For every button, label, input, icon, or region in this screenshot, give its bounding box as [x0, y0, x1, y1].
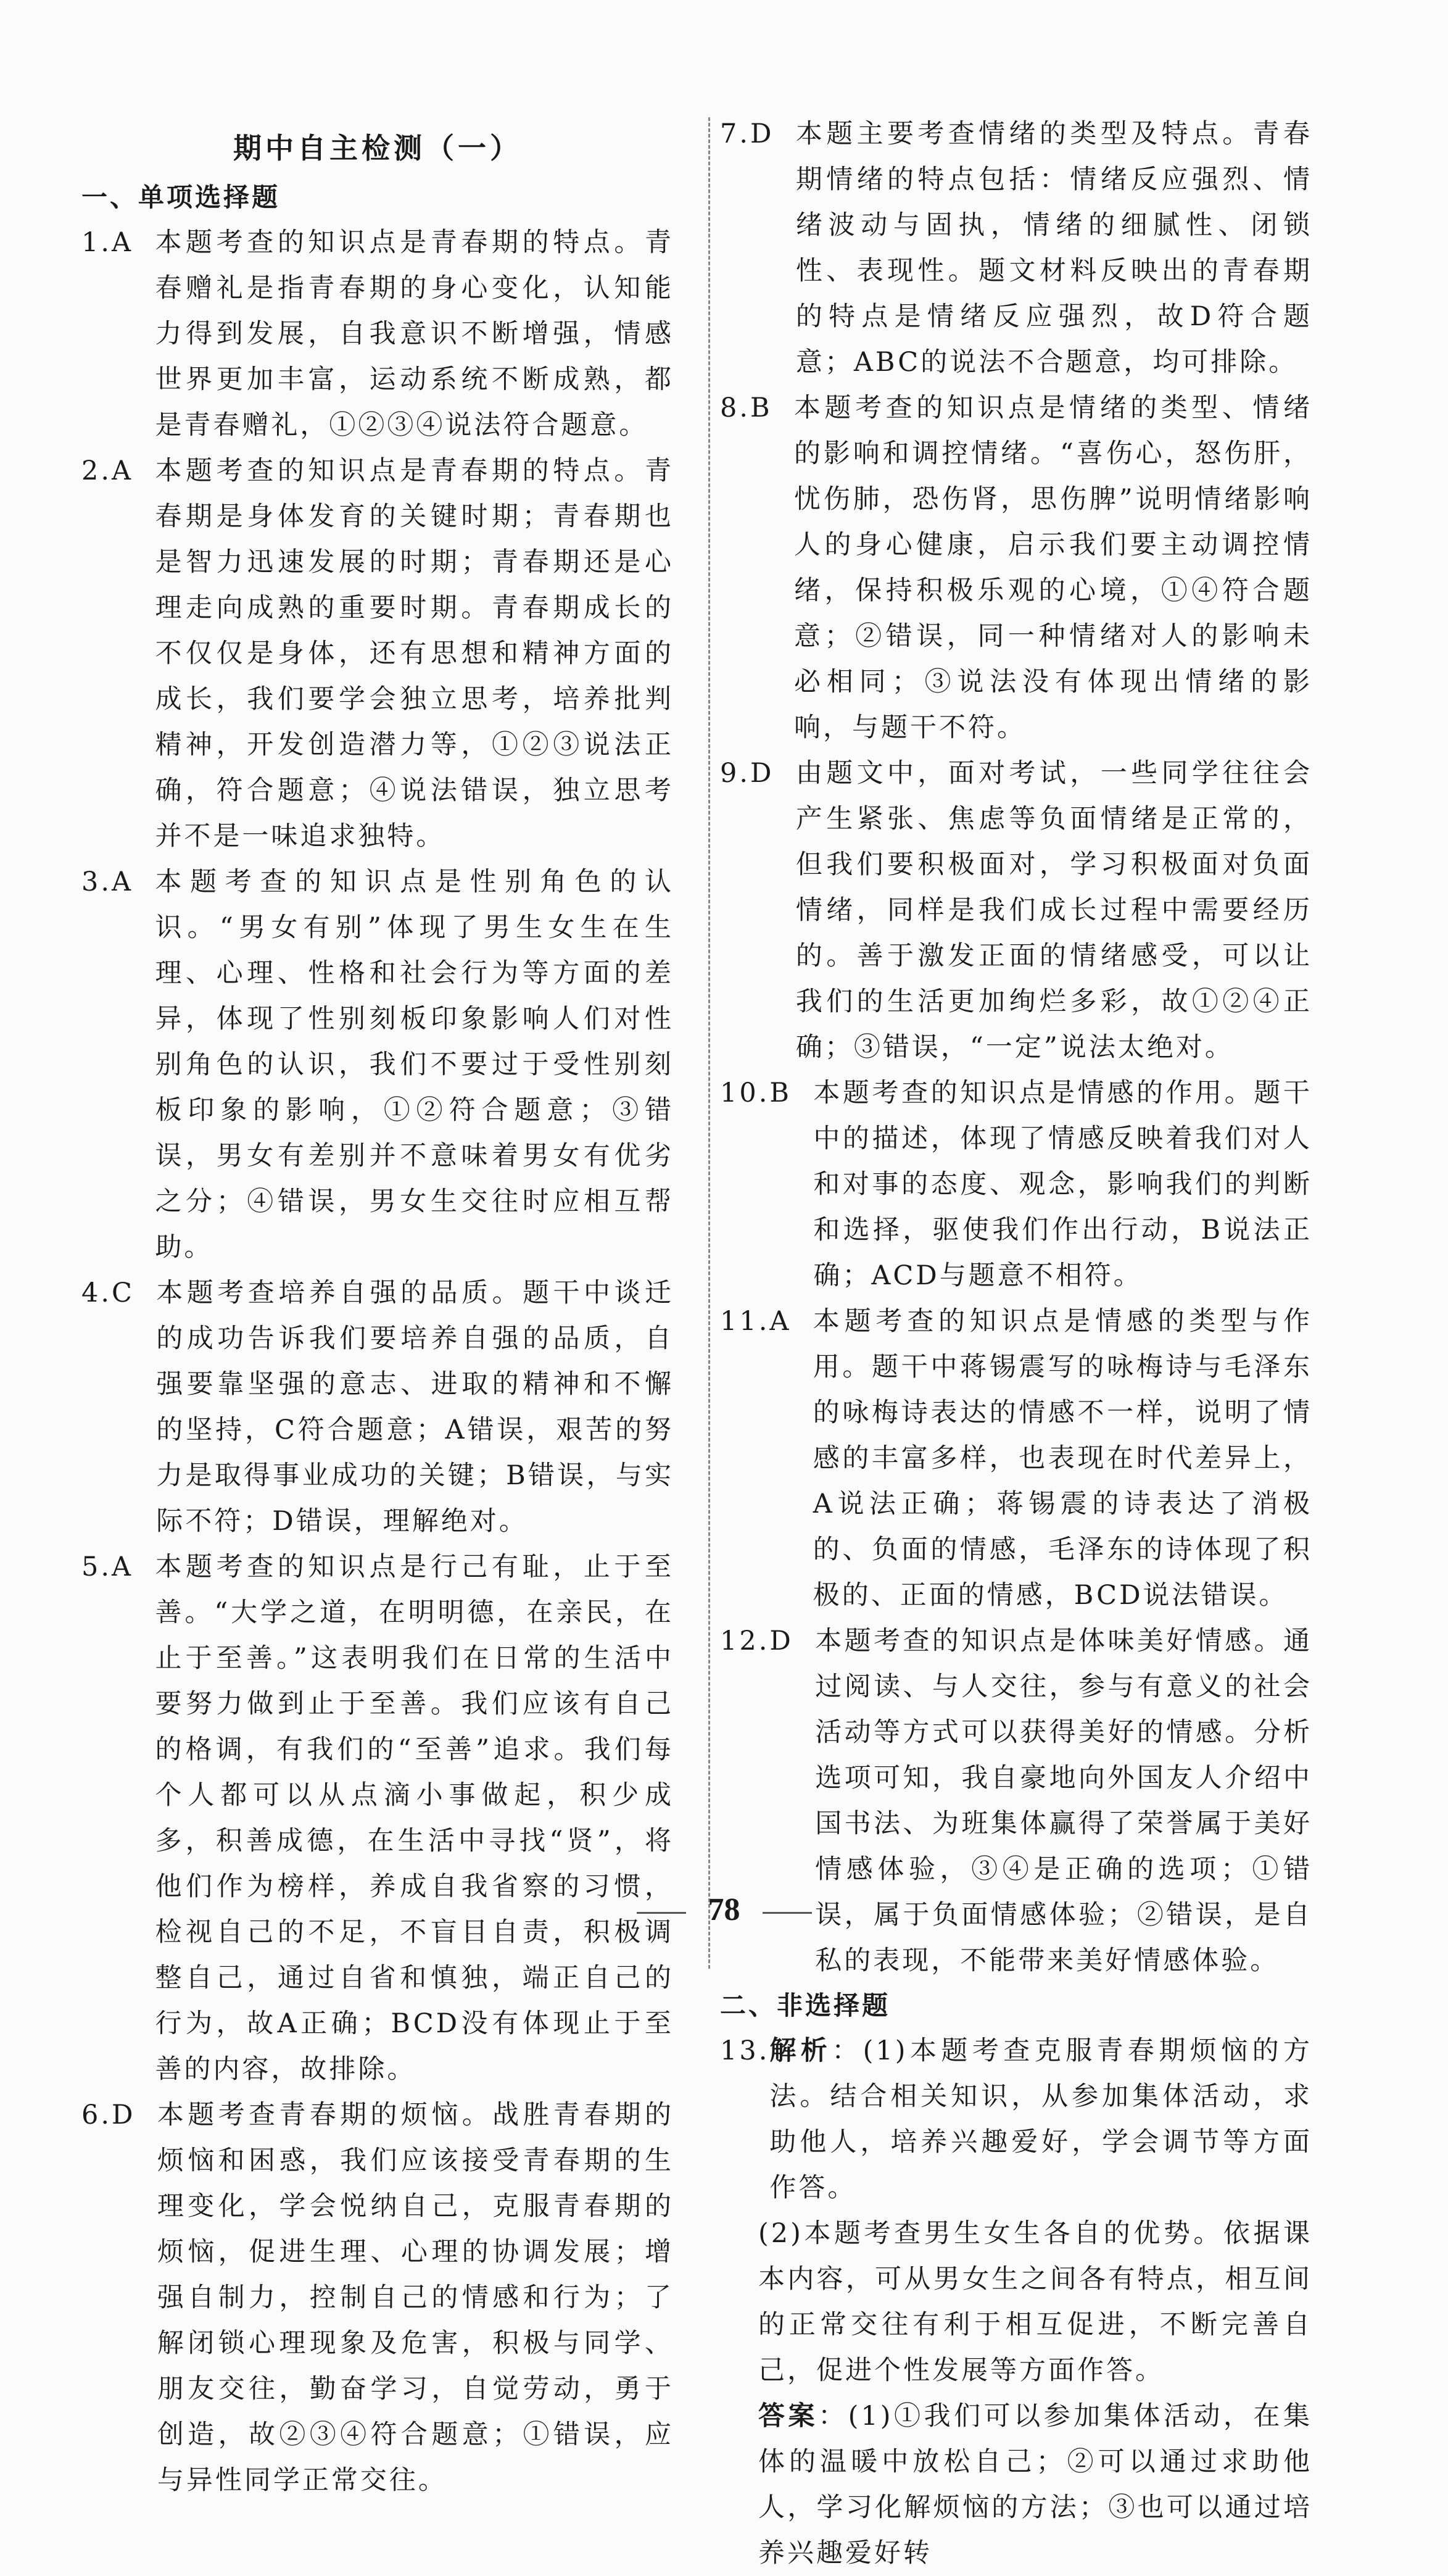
answer-number: 11.A	[720, 1306, 792, 1337]
answer-explanation: 本题考查的知识点是情感的作用。题干中的描述，体现了情感反映着我们对人和对事的态度、观念，影响我们的判断和选择，驱使我们作出行动，B说法正确；ACD与题意不相符。	[813, 1078, 1312, 1291]
answer-block	[720, 2393, 1312, 2576]
page-title: 期中自主检测（一）	[233, 131, 522, 165]
page-number-dash-right	[763, 1912, 812, 1914]
answer-item-6	[81, 2092, 674, 2503]
answer-explanation: 本题考查青春期的烦恼。战胜青春期的烦恼和困惑，我们应该接受青春期的生理变化，学会悦纳自己，克服青春期的烦恼，促进生理、心理的协调发展；增强自制力，控制自己的情感和行为；了解闭锁心理现象及危害，积极与同学、朋友交往，勤奋学习，自觉劳动，勇于创造，故②③④符合题意；①错误，应与异性同学正常交往。	[157, 2100, 674, 2496]
answer-explanation: 本题考查的知识点是性别角色的认识。“男女有别”体现了男生女生在生理、心理、性格和社会行为等方面的差异，体现了性别刻板印象影响人们对性别角色的认识，我们不要过于受性别刻板印象的影响，①②符合题意；③错误，男女有差别并不意味着男女有优劣之分；④错误，男女生交往时应相互帮助。	[155, 866, 674, 1263]
answer-item-11	[720, 1298, 1312, 1618]
analysis-label: 解析	[769, 2035, 832, 2066]
answer-number: 10.B	[720, 1078, 792, 1108]
answer-number: 4.C	[81, 1278, 134, 1308]
page-number-dash-left	[637, 1912, 686, 1914]
answer-number: 7.D	[720, 118, 774, 149]
answer-item-7	[720, 111, 1312, 385]
section-heading-non-choice: 二、非选择题	[720, 1990, 891, 2021]
column-divider	[708, 117, 710, 1969]
answer-number: 13.	[720, 2035, 770, 2066]
answer-item-4	[81, 1270, 674, 1544]
answer-number: 9.D	[720, 758, 774, 789]
section-heading-single-choice: 一、单项选择题	[81, 182, 281, 212]
analysis-part-1: ：(1)本题考查克服青春期烦恼的方法。结合相关知识，从参加集体活动，求助他人，培养兴趣爱好，学会调节等方面作答。	[769, 2035, 1312, 2203]
answer-text: ：(1)①我们可以参加集体活动，在集体的温暖中放松自己；②可以通过求助他人，学习化解烦恼的方法；③也可以通过培养兴趣爱好转	[758, 2401, 1312, 2569]
answer-explanation: 本题考查的知识点是青春期的特点。青春赠礼是指青春期的身心变化，认知能力得到发展，自我意识不断增强，情感世界更加丰富，运动系统不断成熟，都是青春赠礼，①②③④说法符合题意。	[155, 227, 674, 441]
page-number-value: 78	[708, 1892, 740, 1927]
left-column	[81, 123, 674, 2503]
answer-label: 答案	[758, 2401, 819, 2432]
answer-item-9	[720, 750, 1312, 1070]
answer-explanation: 本题考查的知识点是情感的类型与作用。题干中蒋锡震写的咏梅诗与毛泽东的咏梅诗表达的情感不一样，说明了情感的丰富多样，也表现在时代差异上，A说法正确；蒋锡震的诗表达了消极的、负面的情感，毛泽东的诗体现了积极的、正面的情感，BCD说法错误。	[813, 1306, 1312, 1611]
answer-item-13	[720, 2028, 1312, 2211]
answer-explanation: 由题文中，面对考试，一些同学往往会产生紧张、焦虑等负面情绪是正常的，但我们要积极面对，学习积极面对负面情绪，同样是我们成长过程中需要经历的。善于激发正面的情绪感受，可以让我们的生活更加绚烂多彩，故①②④正确；③错误，“一定”说法太绝对。	[795, 758, 1312, 1063]
right-column	[720, 111, 1312, 2576]
answer-item-10	[720, 1070, 1312, 1298]
answer-item-8	[720, 385, 1312, 750]
answer-explanation: 本题考查培养自强的品质。题干中谈迁的成功告诉我们要培养自强的品质，自强要靠坚强的意志、进取的精神和不懈的坚持，C符合题意；A错误，艰苦的努力是取得事业成功的关键；B错误，与实际不符；D错误，理解绝对。	[156, 1278, 674, 1537]
answer-number: 12.D	[720, 1626, 793, 1656]
analysis-part-2: (2)本题考查男生女生各自的优势。依据课本内容，可从男女生之间各有特点，相互间的正常交往有利于相互促进，不断完善自己，促进个性发展等方面作答。	[758, 2218, 1312, 2386]
answer-number: 1.A	[81, 227, 134, 258]
answer-explanation: 本题主要考查情绪的类型及特点。青春期情绪的特点包括：情绪反应强烈、情绪波动与固执，情绪的细腻性、闭锁性、表现性。题文材料反映出的青春期的特点是情绪反应强烈，故D符合题意；ABC的说法不合题意，均可排除。	[795, 118, 1312, 378]
answer-number: 6.D	[81, 2100, 136, 2130]
answer-item-2	[81, 448, 674, 859]
answer-number: 3.A	[81, 866, 134, 897]
answer-explanation: 本题考查的知识点是行己有耻，止于至善。“大学之道，在明明德，在亲民，在止于至善。”这表明我们在日常的生活中要努力做到止于至善。我们应该有自己的格调，有我们的“至善”追求。我们每个人都可以从点滴小事做起，积少成多，积善成德，在生活中寻找“贤”，将他们作为榜样，养成自我省察的习惯，检视自己的不足，不盲目自责，积极调整自己，通过自省和慎独，端正自己的行为，故A正确；BCD没有体现止于至善的内容，故排除。	[155, 1552, 674, 2085]
answer-item-3	[81, 859, 674, 1270]
answer-number: 8.B	[720, 393, 772, 423]
answer-number: 5.A	[81, 1552, 134, 1582]
answer-item-5	[81, 1544, 674, 2092]
answer-explanation: 本题考查的知识点是体味美好情感。通过阅读、与人交往，参与有意义的社会活动等方式可以获得美好的情感。分析选项可知，我自豪地向外国友人介绍中国书法、为班集体赢得了荣誉属于美好情感体验，③④是正确的选项；①错误，属于负面情感体验；②错误，是自私的表现，不能带来美好情感体验。	[815, 1626, 1312, 1976]
answer-explanation: 本题考查的知识点是青春期的特点。青春期是身体发育的关键时期；青春期也是智力迅速发展的时期；青春期还是心理走向成熟的重要时期。青春期成长的不仅仅是身体，还有思想和精神方面的成长，我们要学会独立思考，培养批判精神，开发创造潜力等，①②③说法正确，符合题意；④说法错误，独立思考并不是一味追求独特。	[155, 455, 674, 852]
answer-item-1	[81, 220, 674, 448]
answer-analysis	[769, 2028, 1312, 2211]
page-number	[0, 1882, 1448, 1938]
answer-explanation: 本题考查的知识点是情绪的类型、情绪的影响和调控情绪。“喜伤心，怒伤肝，忧伤肺，恐伤肾，思伤脾”说明情绪影响人的身心健康，启示我们要主动调控情绪，保持积极乐观的心境，①④符合题意；②错误，同一种情绪对人的影响未必相同；③说法没有体现出情绪的影响，与题干不符。	[793, 393, 1312, 743]
answer-number: 2.A	[81, 455, 134, 486]
